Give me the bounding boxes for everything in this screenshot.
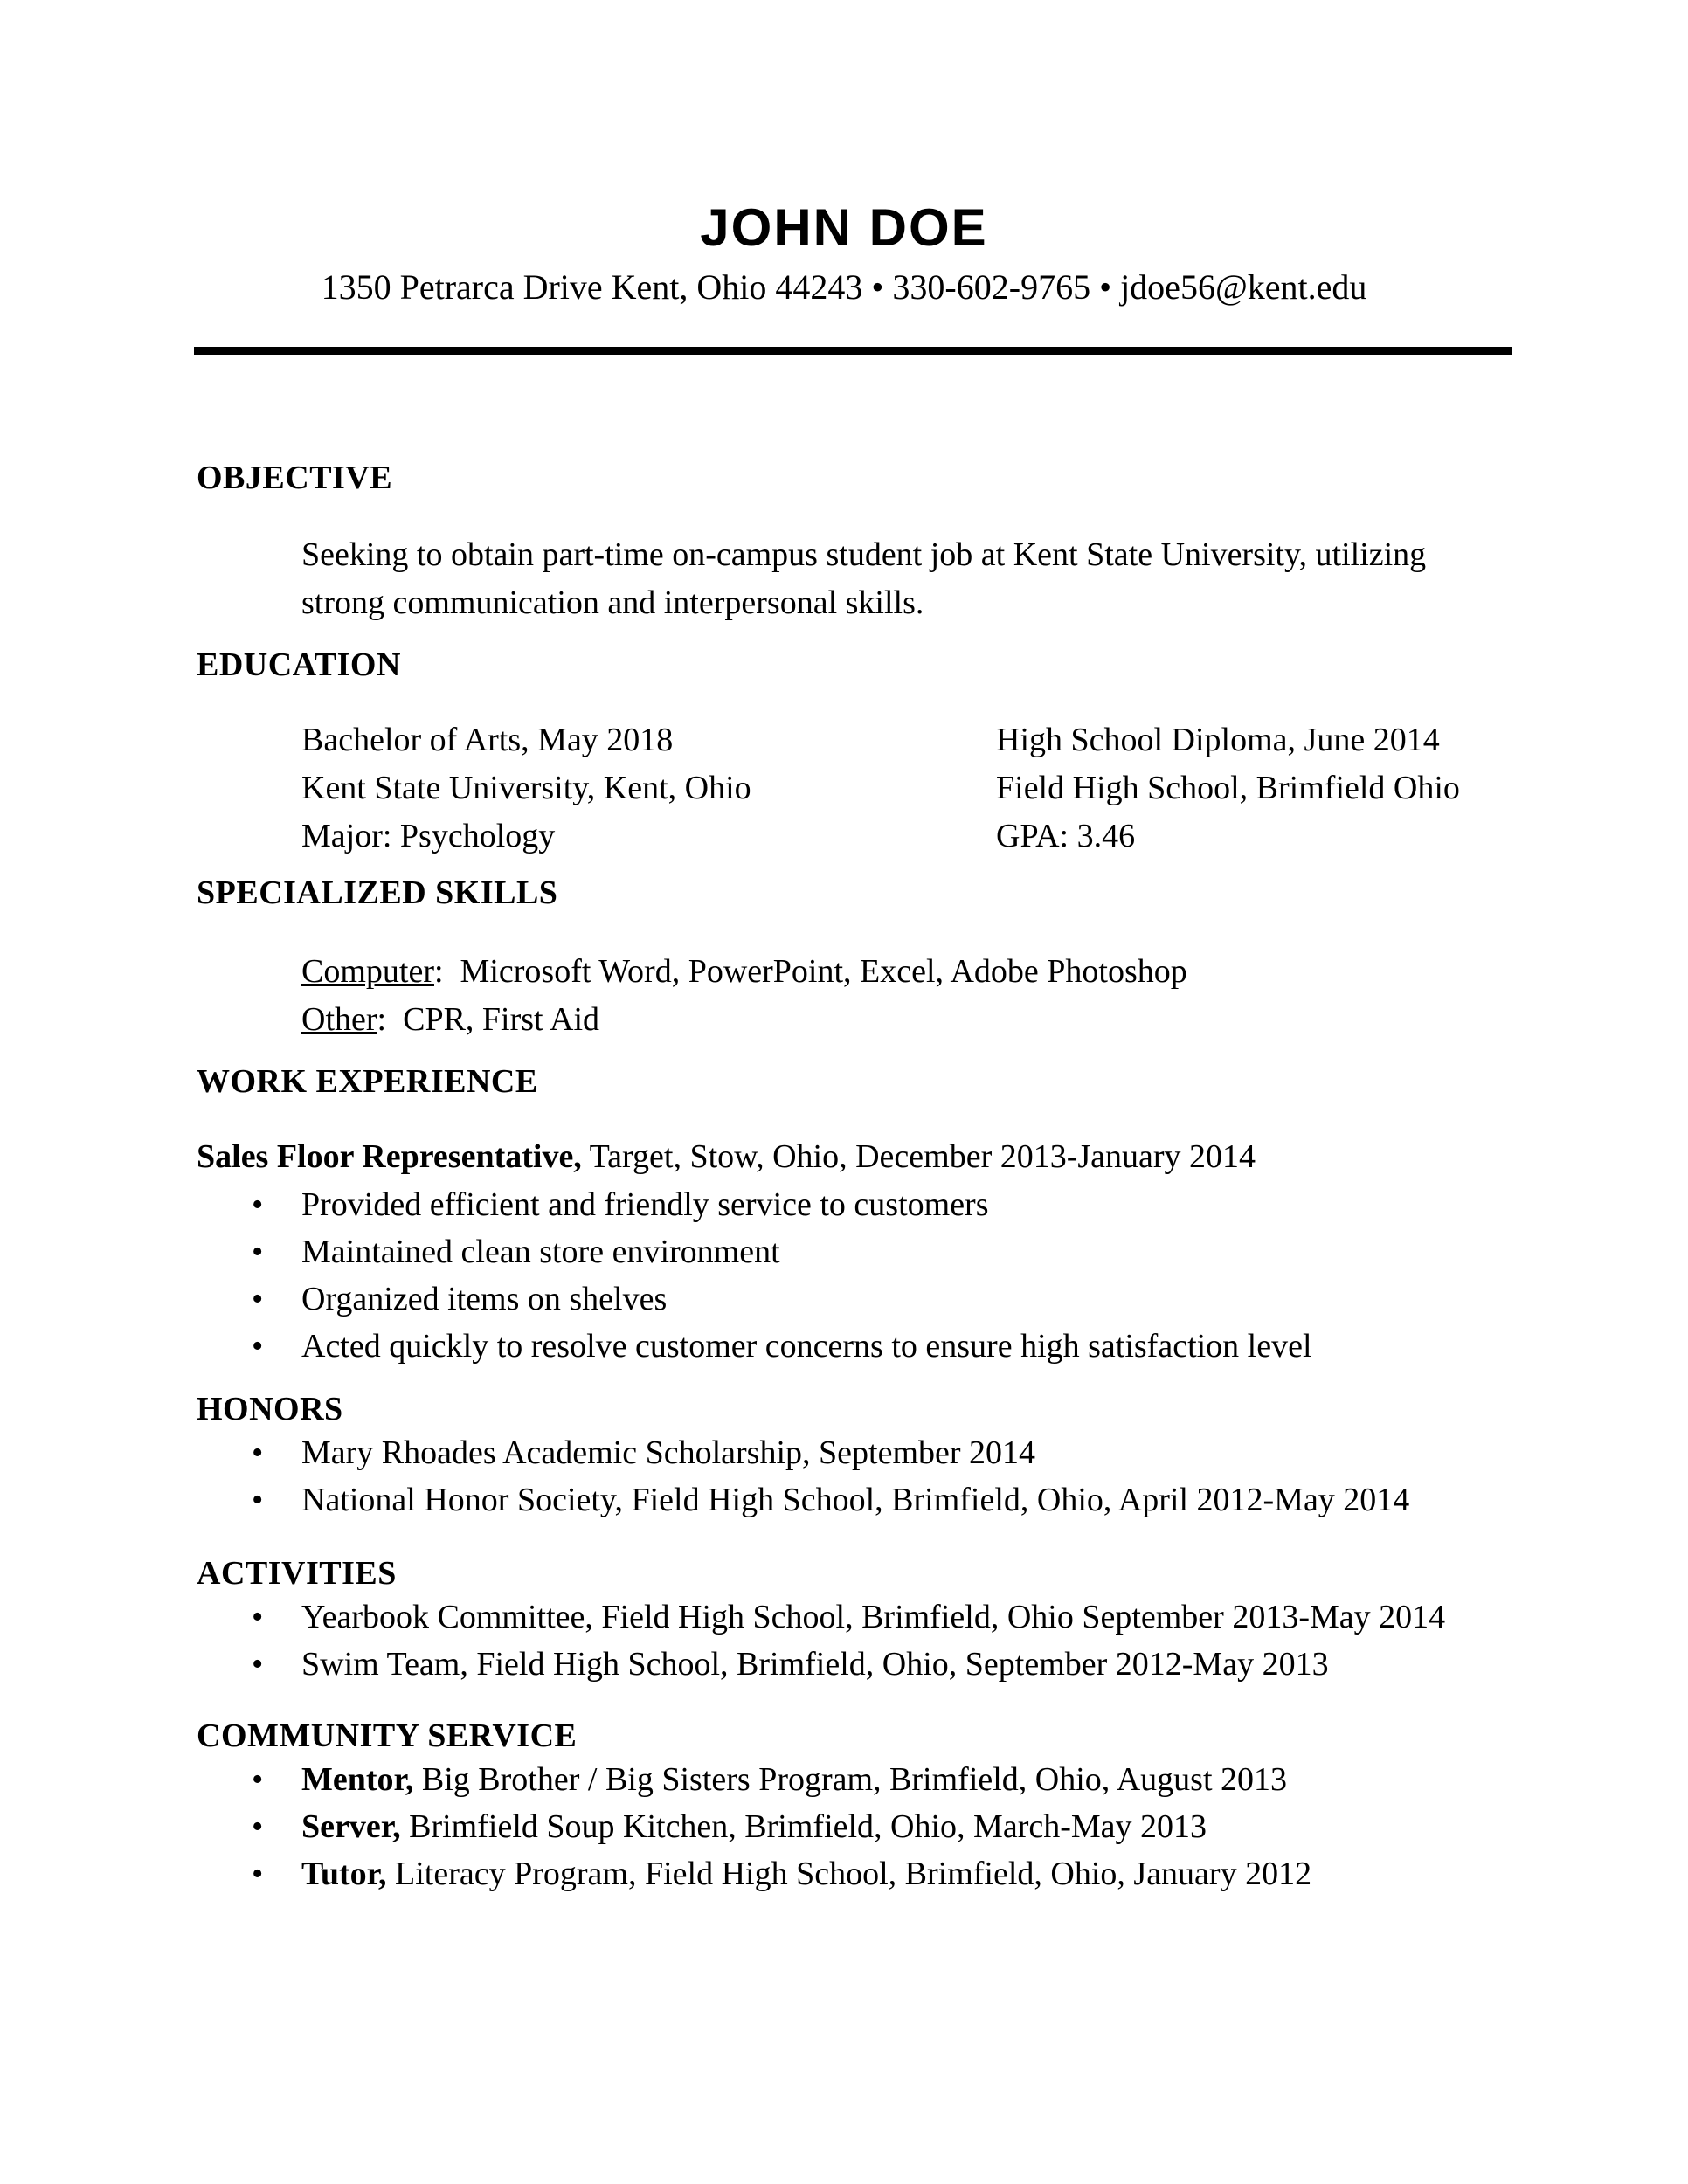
skills-row-computer: [301, 948, 1531, 996]
community-heading: COMMUNITY SERVICE: [197, 1717, 578, 1754]
education-right-degree: High School Diploma, June 2014: [996, 722, 1440, 758]
skills-row-other: [301, 996, 1531, 1044]
community-role: Server,: [301, 1808, 401, 1845]
skills-label: Other: [301, 1001, 377, 1038]
community-text: Big Brother / Big Sisters Program, Brimfield, Ohio, August 2013: [413, 1761, 1288, 1798]
work-bullet-text: Provided efficient and friendly service to customers: [301, 1186, 989, 1223]
community-item: [197, 1850, 1531, 1897]
skills-separator: :: [433, 953, 460, 990]
work-bullet-list: [197, 1181, 1531, 1370]
job-title: Sales Floor Representative,: [197, 1138, 582, 1175]
education-left-major: Major: Psychology: [301, 818, 556, 854]
bullet-icon: •: [252, 1646, 264, 1683]
honors-text: Mary Rhoades Academic Scholarship, September 2014: [301, 1434, 1036, 1471]
skills-heading: SPECIALIZED SKILLS: [197, 874, 558, 911]
honors-bullet-list: [197, 1429, 1531, 1524]
work-bullet-item: [197, 1323, 1531, 1370]
bullet-icon: •: [252, 1808, 264, 1845]
education-columns: [301, 716, 1531, 860]
honors-text: National Honor Society, Field High School, Brimfield, Ohio, April 2012-May 2014: [301, 1482, 1410, 1518]
honors-heading: HONORS: [197, 1391, 343, 1427]
skills-separator: :: [377, 1001, 404, 1038]
education-heading: EDUCATION: [197, 646, 401, 683]
section-activities: [197, 1553, 1531, 1688]
skills-list: [301, 948, 1531, 1044]
page-title: JOHN DOE: [700, 198, 988, 257]
section-skills: [197, 873, 1531, 1044]
objective-text: [301, 531, 1531, 627]
community-item: [197, 1803, 1531, 1850]
skills-value: CPR, First Aid: [403, 1001, 600, 1038]
education-right-school: Field High School, Brimfield Ohio: [996, 770, 1460, 806]
community-role: Mentor,: [301, 1761, 414, 1798]
bullet-icon: •: [252, 1281, 264, 1317]
section-objective: [197, 458, 1531, 627]
community-role: Tutor,: [301, 1856, 387, 1892]
job-title-line: [197, 1133, 1531, 1181]
activities-text: Swim Team, Field High School, Brimfield, Ohio, September 2012-May 2013: [301, 1646, 1329, 1683]
education-left-school: Kent State University, Kent, Ohio: [301, 770, 751, 806]
bullet-icon: •: [252, 1186, 264, 1223]
work-bullet-item: [197, 1275, 1531, 1323]
contact-line: 1350 Petrarca Drive Kent, Ohio 44243 • 330-602-9765 • jdoe56@kent.edu: [321, 267, 1367, 307]
bullet-icon: •: [252, 1328, 264, 1365]
honors-item: [197, 1476, 1531, 1524]
community-bullet-list: [197, 1756, 1531, 1897]
objective-line: Seeking to obtain part-time on-campus student job at Kent State University, utilizing: [301, 536, 1427, 573]
job-details: Target, Stow, Ohio, December 2013-January 2014: [581, 1138, 1256, 1175]
activities-bullet-list: [197, 1593, 1531, 1688]
community-text: Literacy Program, Field High School, Brimfield, Ohio, January 2012: [386, 1856, 1312, 1892]
objective-line: strong communication and interpersonal skills.: [301, 584, 924, 621]
activities-item: [197, 1641, 1531, 1688]
activities-text: Yearbook Committee, Field High School, Brimfield, Ohio September 2013-May 2014: [301, 1599, 1446, 1635]
resume-body: [197, 458, 1531, 1897]
section-work-experience: [197, 1061, 1531, 1370]
bullet-icon: •: [252, 1856, 264, 1892]
section-honors: [197, 1389, 1531, 1524]
work-bullet-text: Organized items on shelves: [301, 1281, 668, 1317]
community-text: Brimfield Soup Kitchen, Brimfield, Ohio, March-May 2013: [400, 1808, 1207, 1845]
activities-item: [197, 1593, 1531, 1641]
header-divider: [194, 347, 1512, 355]
activities-heading: ACTIVITIES: [197, 1555, 397, 1592]
bullet-icon: •: [252, 1234, 264, 1270]
work-bullet-text: Maintained clean store environment: [301, 1234, 780, 1270]
section-community-service: [197, 1716, 1531, 1897]
bullet-icon: •: [252, 1599, 264, 1635]
honors-item: [197, 1429, 1531, 1476]
work-bullet-item: [197, 1228, 1531, 1275]
bullet-icon: •: [252, 1761, 264, 1798]
community-item: [197, 1756, 1531, 1803]
education-left-degree: Bachelor of Arts, May 2018: [301, 722, 674, 758]
section-education: [197, 645, 1531, 860]
education-right-gpa: GPA: 3.46: [996, 818, 1136, 854]
skills-value: Microsoft Word, PowerPoint, Excel, Adobe Photoshop: [460, 953, 1187, 990]
work-heading: WORK EXPERIENCE: [197, 1063, 538, 1100]
bullet-icon: •: [252, 1434, 264, 1471]
skills-label: Computer: [301, 953, 434, 990]
work-bullet-text: Acted quickly to resolve customer concerns to ensure high satisfaction level: [301, 1328, 1312, 1365]
work-bullet-item: [197, 1181, 1531, 1228]
bullet-icon: •: [252, 1482, 264, 1518]
objective-heading: OBJECTIVE: [197, 460, 393, 496]
